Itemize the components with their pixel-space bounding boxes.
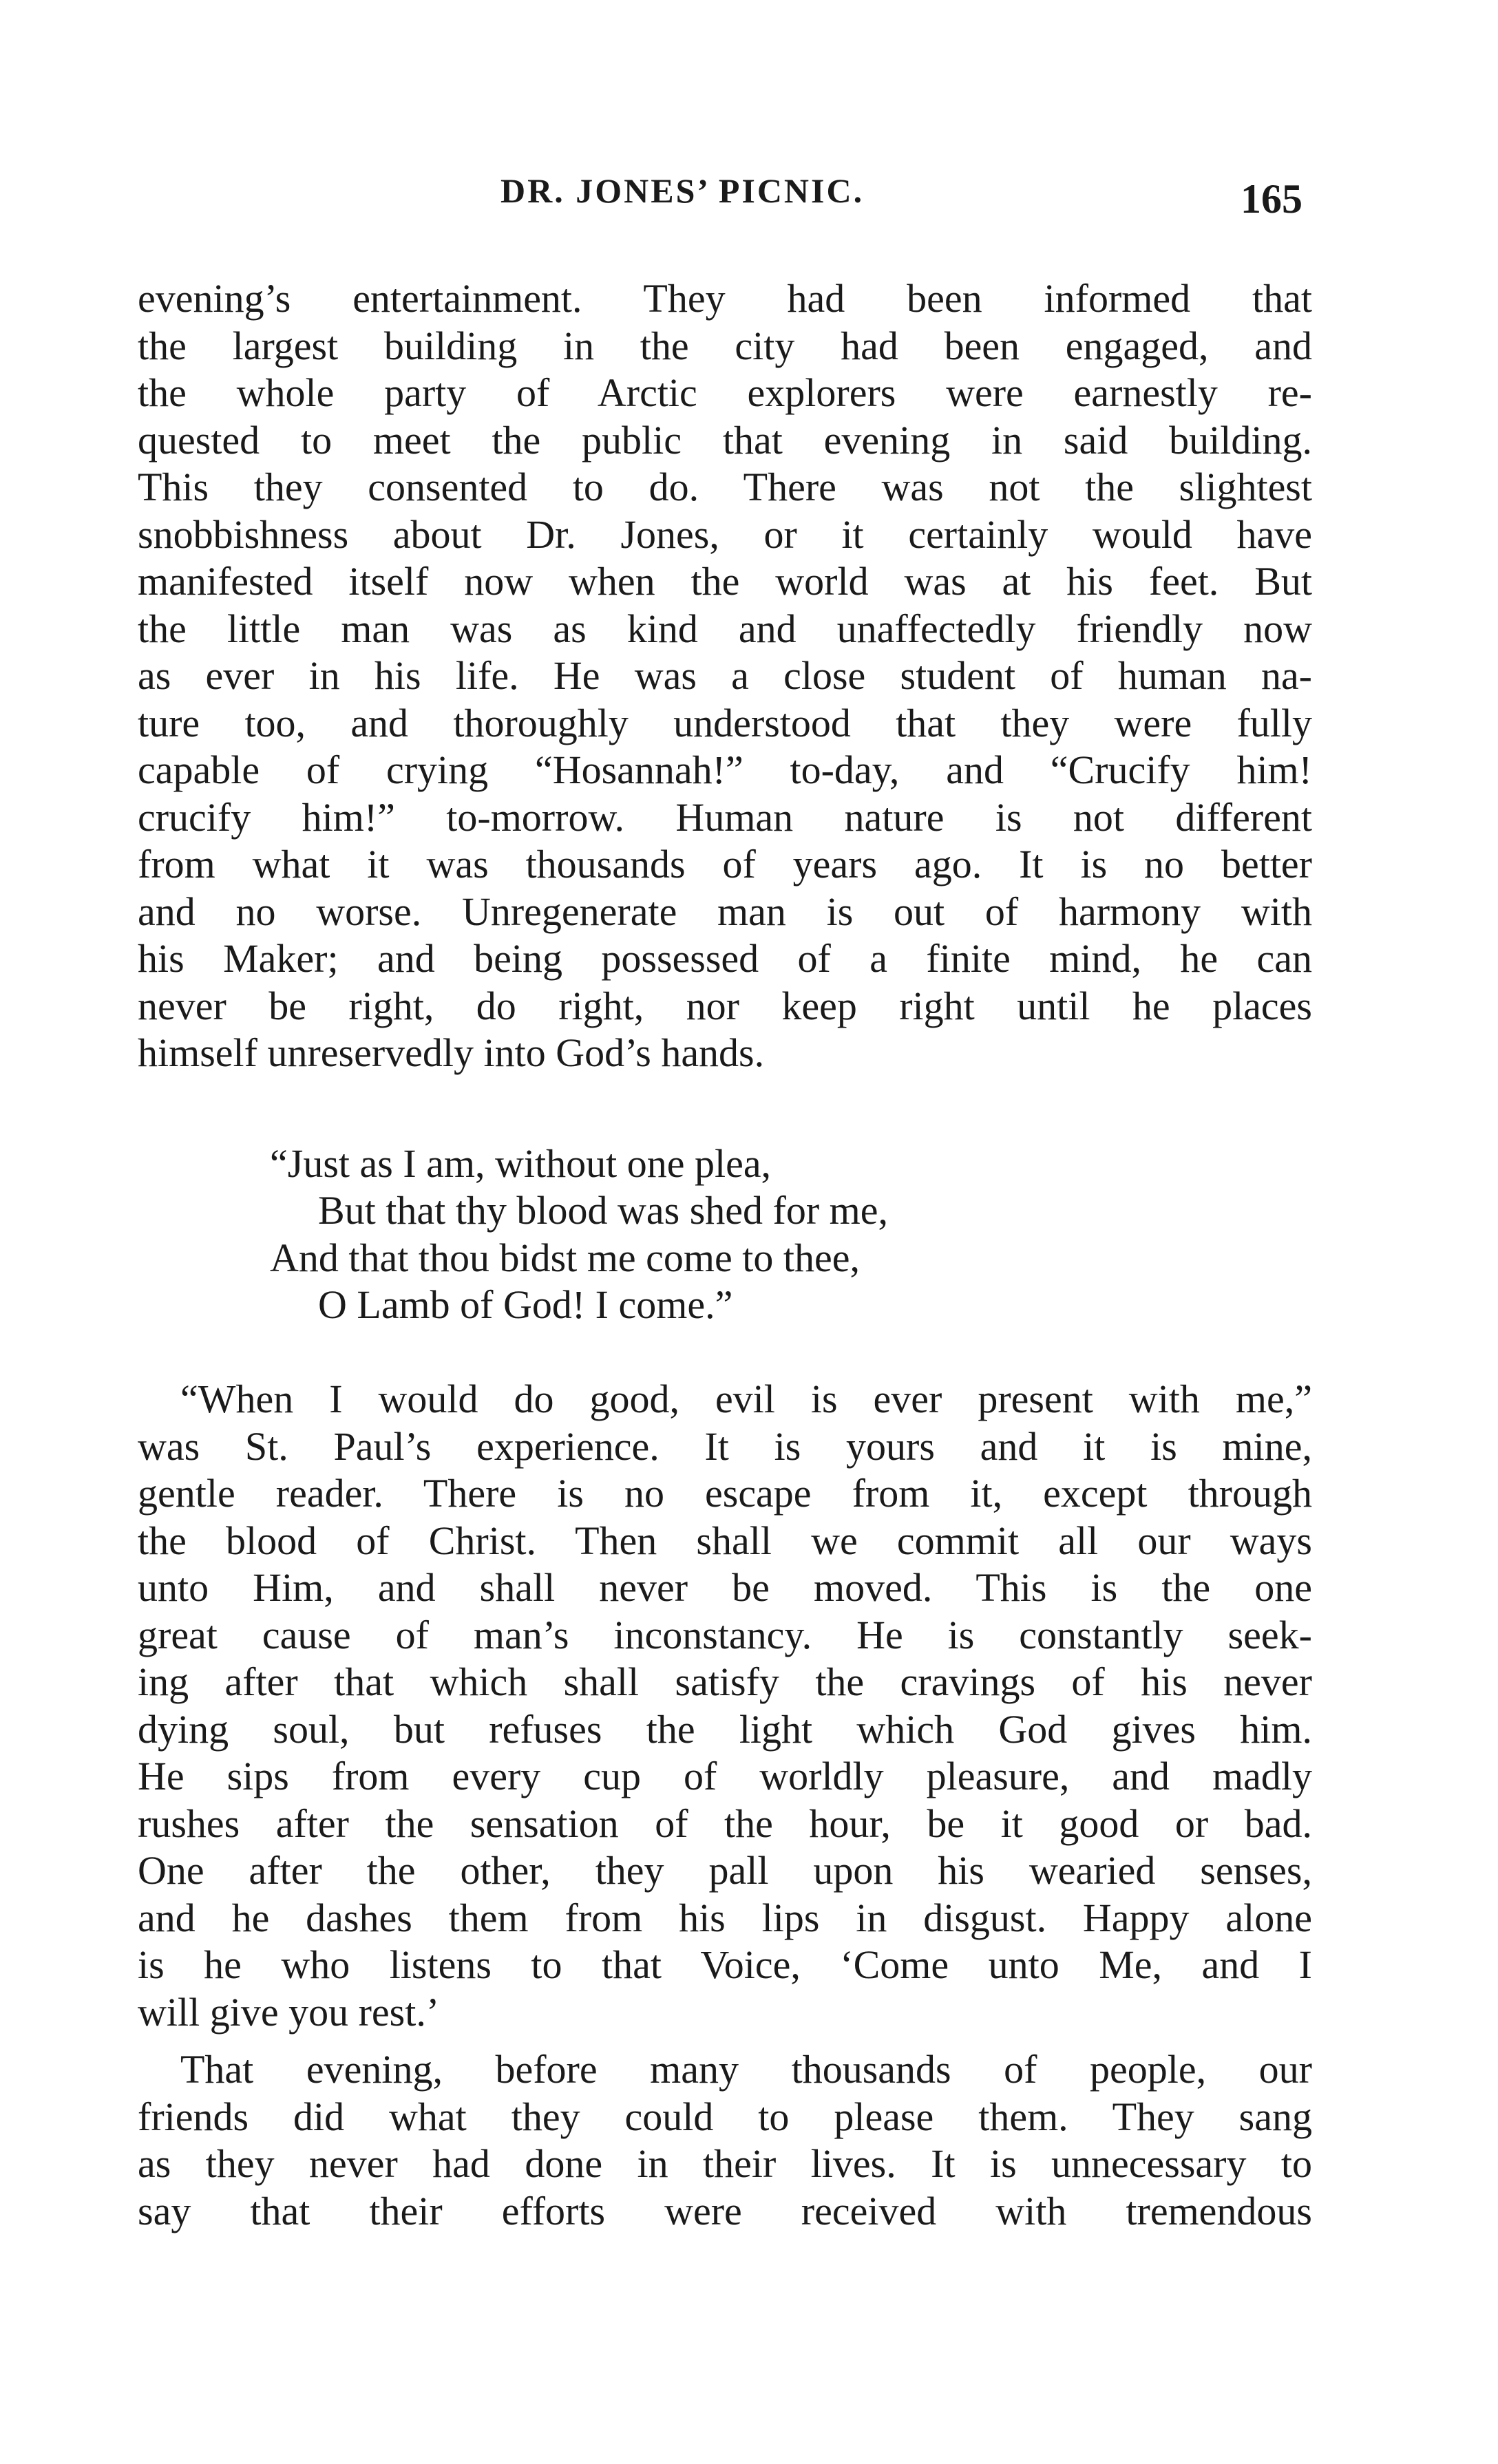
text-line: and he dashes them from his lips in disgust. Happy alone bbox=[138, 1895, 1312, 1940]
text-line: One after the other, they pall upon his wearied senses, bbox=[138, 1848, 1312, 1893]
text-line: dying soul, but refuses the light which God gives him. bbox=[138, 1707, 1312, 1752]
text-line: will give you rest.’ bbox=[138, 1990, 440, 2035]
text-line: snobbishness about Dr. Jones, or it certainly would have bbox=[138, 512, 1312, 557]
text-line: from what it was thousands of years ago. It is no better bbox=[138, 842, 1312, 886]
text-line: This they consented to do. There was not the slightest bbox=[138, 465, 1312, 509]
text-line: the little man was as kind and unaffectedly friendly now bbox=[138, 606, 1312, 651]
text-line: friends did what they could to please them. They sang bbox=[138, 2094, 1312, 2139]
text-line: never be right, do right, nor keep right until he places bbox=[138, 984, 1312, 1028]
text-line: gentle reader. There is no escape from it, except through bbox=[138, 1471, 1312, 1516]
text-line: himself unreservedly into God’s hands. bbox=[138, 1030, 765, 1075]
text-line: That evening, before many thousands of people, our bbox=[180, 2047, 1312, 2092]
verse-line: But that thy blood was shed for me, bbox=[318, 1188, 889, 1233]
text-line: as ever in his life. He was a close student of human na- bbox=[138, 653, 1312, 698]
text-line: great cause of man’s inconstancy. He is constantly seek- bbox=[138, 1613, 1312, 1657]
page-number: 165 bbox=[1241, 176, 1302, 222]
text-line: rushes after the sensation of the hour, be it good or bad. bbox=[138, 1801, 1312, 1846]
verse-line: “Just as I am, without one plea, bbox=[270, 1141, 772, 1186]
text-line: and no worse. Unregenerate man is out of harmony with bbox=[138, 889, 1312, 934]
text-line: He sips from every cup of worldly pleasure, and madly bbox=[138, 1754, 1312, 1798]
text-line: unto Him, and shall never be moved. This is the one bbox=[138, 1565, 1312, 1610]
text-line: is he who listens to that Voice, ‘Come unto Me, and I bbox=[138, 1942, 1312, 1987]
text-line: as they never had done in their lives. It is unnecessary to bbox=[138, 2141, 1312, 2186]
text-line: evening’s entertainment. They had been informed that bbox=[138, 276, 1312, 321]
text-line: the largest building in the city had been engaged, and bbox=[138, 323, 1312, 368]
text-line: say that their efforts were received with tremendous bbox=[138, 2189, 1312, 2233]
running-head: DR. JONES’ PICNIC. bbox=[500, 171, 865, 210]
text-line: ing after that which shall satisfy the cravings of his never bbox=[138, 1659, 1312, 1704]
text-line: his Maker; and being possessed of a finite mind, he can bbox=[138, 936, 1312, 981]
text-line: manifested itself now when the world was at his feet. But bbox=[138, 559, 1312, 604]
text-line: the whole party of Arctic explorers were earnestly re- bbox=[138, 370, 1312, 415]
text-line: “When I would do good, evil is ever present with me,” bbox=[180, 1377, 1312, 1421]
text-line: quested to meet the public that evening in said building. bbox=[138, 418, 1312, 463]
text-line: crucify him!” to-morrow. Human nature is not different bbox=[138, 795, 1312, 840]
text-line: the blood of Christ. Then shall we commit all our ways bbox=[138, 1518, 1312, 1563]
text-line: capable of crying “Hosannah!” to-day, and “Crucify him! bbox=[138, 747, 1312, 792]
text-line: ture too, and thoroughly understood that they were fully bbox=[138, 701, 1312, 745]
text-line: was St. Paul’s experience. It is yours and it is mine, bbox=[138, 1424, 1312, 1469]
verse-line: And that thou bidst me come to thee, bbox=[270, 1235, 860, 1280]
verse-line: O Lamb of God! I come.” bbox=[318, 1282, 733, 1327]
